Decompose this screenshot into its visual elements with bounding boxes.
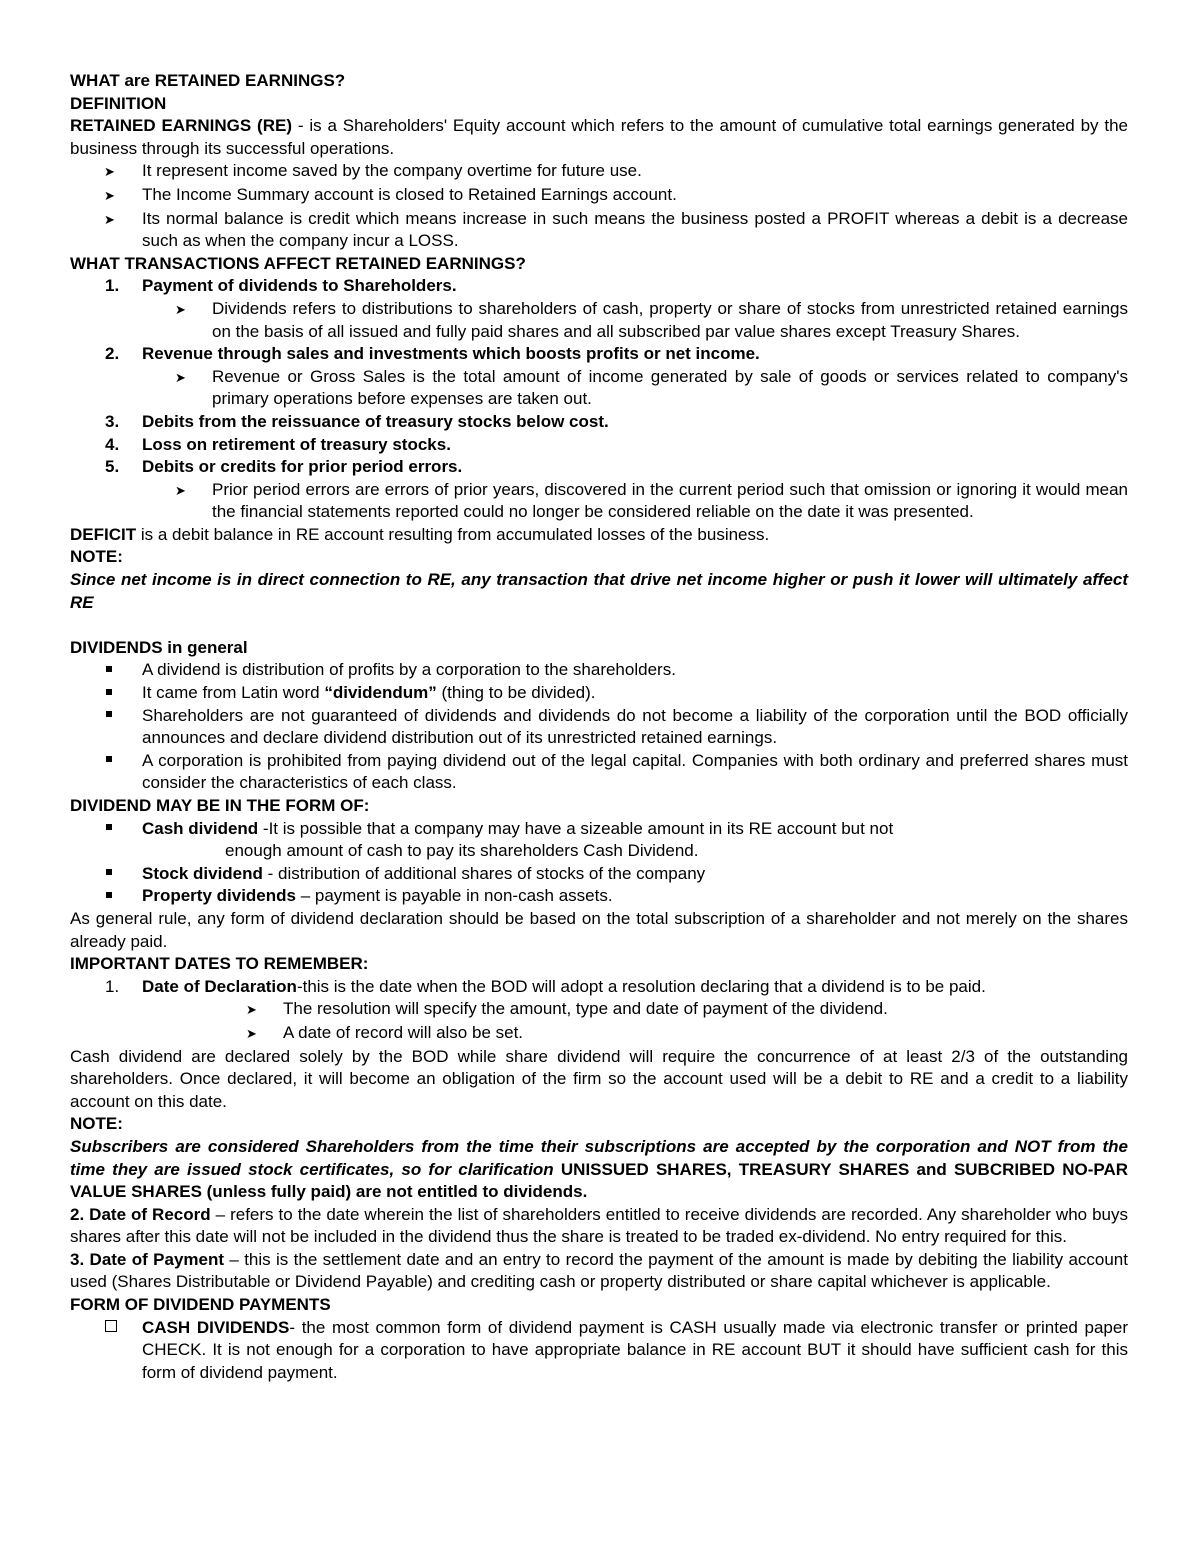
cash-declared-paragraph: Cash dividend are declared solely by the BOD while share dividend will require the concurrence of at least 2/3 of the outstanding shareholders. Once declared, it will become an obligation of the firm so the account used will be a debit to RE and a credit to a liability account on this date.	[70, 1046, 1128, 1111]
square-bullet-icon	[106, 666, 112, 672]
arrow-bullet-icon: ➤	[104, 211, 115, 227]
list-item: 1. Date of Declaration-this is the date when the BOD will adopt a resolution declaring that a dividend is to be paid.	[105, 976, 986, 996]
list-item: It came from Latin word “dividendum” (thing to be divided).	[70, 682, 1128, 705]
list-item: ➤ Prior period errors are errors of prior years, discovered in the current period such that omission or ignoring it would mean the financial statements reported could no longer be considered reliable on the date it was presented.	[175, 479, 1128, 522]
list-item: CASH DIVIDENDS- the most common form of dividend payment is CASH usually made via electronic transfer or printed paper CHECK. It is not enough for a corporation to have appropriate balance in RE account BUT it should have sufficient cash for this form of dividend payment.	[70, 1317, 1128, 1385]
date-of-record-paragraph: 2. Date of Record – refers to the date wherein the list of shareholders entitled to receive dividends are recorded. Any shareholder who buys shares after this date will not be included in the dividend thus the share is treated to be traded ex-dividend. No entry required for this.	[70, 1204, 1129, 1247]
arrow-bullet-icon: ➤	[246, 1025, 257, 1041]
list-item: A corporation is prohibited from paying dividend out of the legal capital. Companies with both ordinary and preferred shares must consider the characteristics of each class.	[70, 750, 1128, 795]
list-item: ➤ The Income Summary account is closed to Retained Earnings account.	[70, 184, 1128, 208]
list-item: Shareholders are not guaranteed of dividends and dividends do not become a liability of the corporation until the BOD officially announces and declare dividend distribution out of its unrestricted retained earnings.	[70, 705, 1128, 750]
list-item: 2. Revenue through sales and investments which boosts profits or net income.	[105, 344, 760, 364]
square-bullet-icon	[106, 711, 112, 717]
list-item: 5. Debits or credits for prior period errors.	[105, 457, 463, 477]
heading-dates: IMPORTANT DATES TO REMEMBER:	[70, 954, 369, 974]
re-definition-term: RETAINED EARNINGS (RE)	[70, 116, 292, 136]
square-bullet-icon	[106, 756, 112, 762]
arrow-bullet-icon: ➤	[246, 1002, 257, 1018]
square-bullet-icon	[106, 892, 112, 898]
checkbox-bullet-icon	[105, 1320, 117, 1332]
list-item: 3. Debits from the reissuance of treasury stocks below cost.	[105, 411, 609, 431]
square-bullet-icon	[106, 824, 112, 830]
list-item: ➤ Revenue or Gross Sales is the total amount of income generated by sale of goods or services related to company's primary operations before expenses are taken out.	[175, 366, 1128, 409]
heading-definition: DEFINITION	[70, 93, 167, 113]
date-of-payment-paragraph: 3. Date of Payment – this is the settlement date and an entry to record the payment of the amount is made by debiting the liability account used (Shares Distributable or Dividend Payable) and crediting cash or property distributed or share capital whichever is applicable.	[70, 1249, 1128, 1292]
square-bullet-icon	[106, 689, 112, 695]
note-text: Since net income is in direct connection to RE, any transaction that drive net income higher or push it lower will ultimately affect RE	[70, 570, 1128, 612]
arrow-bullet-icon: ➤	[175, 482, 186, 498]
heading-dividends-general: DIVIDENDS in general	[70, 637, 248, 657]
heading-form-payments: FORM OF DIVIDEND PAYMENTS	[70, 1295, 331, 1315]
arrow-bullet-icon: ➤	[175, 369, 186, 385]
list-item: A dividend is distribution of profits by a corporation to the shareholders.	[70, 659, 1128, 682]
heading-what-re: WHAT are RETAINED EARNINGS?	[70, 71, 346, 90]
deficit-paragraph: DEFICIT is a debit balance in RE account resulting from accumulated losses of the business.	[70, 524, 770, 544]
list-item: ➤ Its normal balance is credit which means increase in such means the business posted a PROFIT whereas a debit is a decrease such as when the company incur a LOSS.	[104, 208, 1128, 251]
list-item: ➤ A date of record will also be set.	[70, 1022, 1128, 1046]
general-rule-paragraph: As general rule, any form of dividend declaration should be based on the total subscription of a shareholder and not merely on the shares already paid.	[70, 908, 1128, 951]
heading-forms: DIVIDEND MAY BE IN THE FORM OF:	[70, 796, 370, 815]
arrow-bullet-icon: ➤	[104, 187, 115, 203]
arrow-bullet-icon: ➤	[175, 301, 186, 317]
list-item: ➤ It represent income saved by the company overtime for future use.	[70, 160, 1128, 184]
list-item: 4. Loss on retirement of treasury stocks.	[105, 434, 451, 454]
re-definition	[70, 115, 1128, 160]
list-item: Cash dividend -It is possible that a company may have a sizeable amount in its RE account but not	[70, 818, 1128, 841]
square-bullet-icon	[106, 869, 112, 875]
re-definition-text: - is a Shareholders' Equity account which refers to the amount of cumulative total earnings generated by the business through its successful operations.	[70, 116, 1128, 158]
note-label: NOTE:	[70, 1114, 123, 1134]
heading-transactions: WHAT TRANSACTIONS AFFECT RETAINED EARNINGS?	[70, 253, 526, 273]
list-item: ➤ The resolution will specify the amount, type and date of payment of the dividend.	[70, 998, 1128, 1022]
note-subscribers: Subscribers are considered Shareholders from the time their subscriptions are accepted by the corporation and NOT from the time they are issued stock certificates, so for clarification UNISSUED SHARES, TREASURY SHARES and SUBCRIBED NO-PAR VALUE SHARES (unless fully paid) are not entitled to dividends.	[70, 1136, 1128, 1202]
list-item: Property dividends – payment is payable in non-cash assets.	[70, 885, 1128, 908]
note-label: NOTE:	[70, 547, 123, 567]
arrow-bullet-icon: ➤	[104, 164, 115, 180]
list-item: 1. Payment of dividends to Shareholders.	[105, 276, 457, 296]
list-item: ➤ Dividends refers to distributions to shareholders of cash, property or share of stocks from unrestricted retained earnings on the basis of all issued and fully paid shares and all subscribed par value shares except Treasury Shares.	[175, 298, 1128, 341]
cash-dividend-continuation: enough amount of cash to pay its shareholders Cash Dividend.	[225, 841, 699, 861]
list-item: Stock dividend - distribution of additional shares of stocks of the company	[70, 863, 1128, 886]
